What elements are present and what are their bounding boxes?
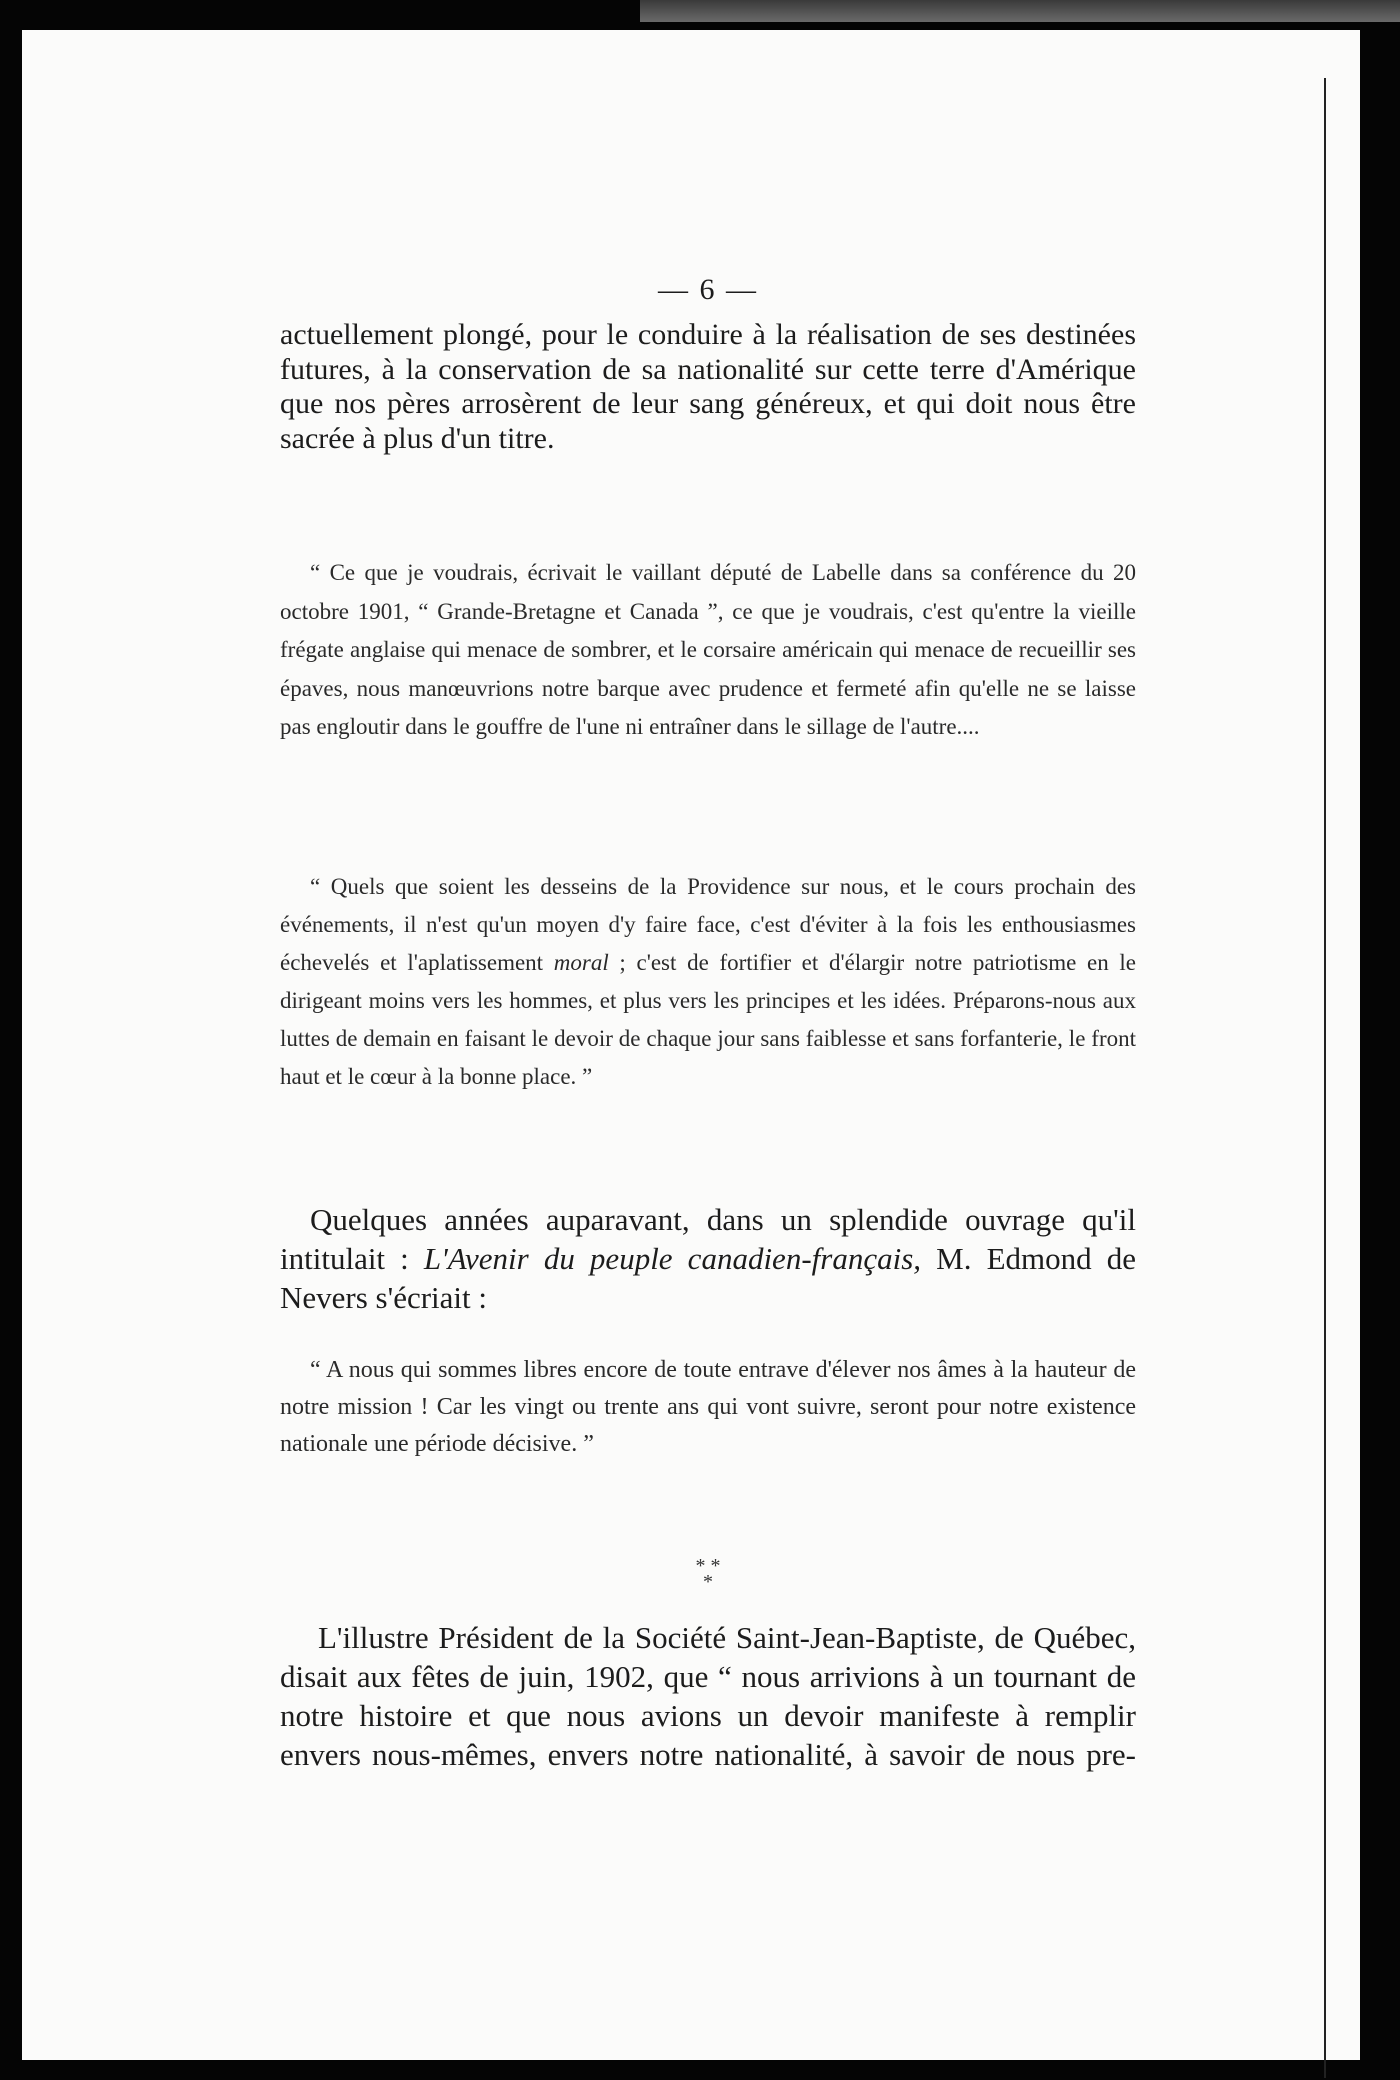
section-asterism xyxy=(280,1555,1136,1593)
scan-top-band xyxy=(640,0,1400,22)
quote-providence-part1: “ Quels que soient les desseins de la Providence sur nous, et le cours prochain des événements, il n'est qu'un moyen d'y faire face, c'est d'éviter à la fois les enthousiasmes échevelés et l'aplatissement xyxy=(280,874,1136,975)
page-edge-line xyxy=(1324,78,1326,2078)
asterism-top: * * xyxy=(695,1555,721,1577)
paragraph-continuation: actuellement plongé, pour le conduire à la réalisation de ses destinées futures, à la conservation de sa nationalité sur cette terre d'Amérique que nos pères arrosèrent de leur sang généreux, et qui doit nous être sacrée à plus d'un titre. xyxy=(280,318,1136,455)
document-page xyxy=(22,30,1360,2060)
page-number: — 6 — xyxy=(658,273,758,306)
paragraph-de-nevers-part1: Quelques années auparavant, dans un splendide ouvrage qu'il intitulait : xyxy=(280,1202,1136,1276)
quote-providence-italic: moral xyxy=(553,950,609,975)
paragraph-de-nevers xyxy=(280,1200,1136,1317)
book-title-italic: L'Avenir du peuple canadien-français, xyxy=(423,1241,922,1276)
quote-providence xyxy=(280,868,1136,1096)
asterism-bottom: * xyxy=(703,1571,713,1593)
paragraph-president: L'illustre Président de la Société Saint-Jean-Baptiste, de Québec, disait aux fêtes de juin, 1902, que “ nous arrivions à un tournant de notre histoire et que nous avions un devoir manifeste à remplir envers nous-mêmes, envers notre nationalité, à savoir de nous pre- xyxy=(280,1620,1136,1772)
quote-providence-part2: ; c'est de fortifier et d'élargir notre patriotisme en le dirigeant moins vers les hommes, et plus vers les principes et les idées. Préparons-nous aux luttes de demain en faisant le devoir de chaque jour sans faiblesse et sans forfanterie, le front haut et le cœur à la bonne place. ” xyxy=(280,950,1136,1089)
quote-de-nevers: “ A nous qui sommes libres encore de toute entrave d'élever nos âmes à la hauteur de notre mission ! Car les vingt ou trente ans qui vont suivre, seront pour notre existence nationale une période décisive. ” xyxy=(280,1357,1136,1457)
quote-labelle: “ Ce que je voudrais, écrivait le vaillant député de Labelle dans sa conférence du 20 octobre 1901, “ Grande-Bretagne et Canada ”, ce que je voudrais, c'est qu'entre la vieille frégate anglaise qui menace de sombrer, et le corsaire américain qui menace de recueillir ses épaves, nous manœuvrions notre barque avec prudence et fermeté afin qu'elle ne se laisse pas engloutir dans le gouffre de l'une ni entraîner dans le sillage de l'autre.... xyxy=(280,560,1136,739)
paragraph-de-nevers-part2: M. Edmond de Nevers s'écriait : xyxy=(280,1241,1136,1315)
